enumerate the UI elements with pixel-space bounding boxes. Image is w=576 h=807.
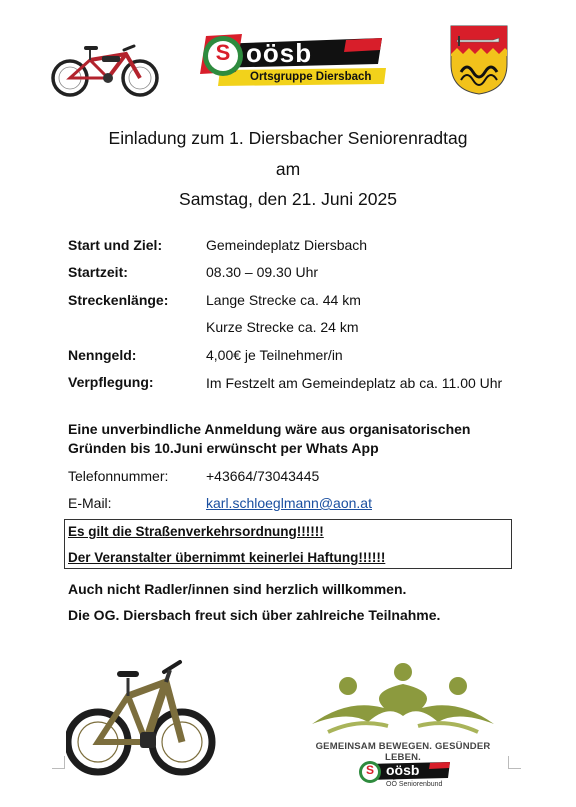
olive-ebike-image — [66, 656, 216, 778]
detail-label-fee: Nenngeld: — [68, 347, 137, 363]
invitation-title-am: am — [275, 159, 301, 179]
email-label: E-Mail: — [68, 495, 112, 511]
coat-of-arms-image — [449, 24, 509, 96]
phone-number: +43664/73043445 — [206, 468, 320, 484]
warning-liability: Der Veranstalter übernimmt keinerlei Haftung!!!!!! — [68, 550, 386, 565]
invitation-title: Einladung zum 1. Diersbacher Seniorenradtag — [108, 128, 468, 148]
oosb-logo — [196, 28, 390, 94]
footer-oosb-badge: S — [365, 763, 374, 777]
registration-note: Eine unverbindliche Anmeldung wäre aus organisatorischen Gründen bis 10.Juni erwünscht per Whats App — [68, 421, 471, 456]
phone-label: Telefonnummer: — [68, 468, 169, 484]
oosb-logo-badge: S — [215, 40, 231, 65]
detail-value-start: Gemeindeplatz Diersbach — [206, 237, 368, 253]
crop-mark-bottom-left — [52, 756, 65, 769]
email-link[interactable]: karl.schloeglmann@aon.at — [206, 495, 372, 511]
warning-traffic-rules: Es gilt die Straßenverkehrsordnung!!!!!! — [68, 524, 324, 539]
detail-value-short-route: Kurze Strecke ca. 24 km — [206, 319, 359, 335]
footer-oosb-subtitle: OÖ Seniorenbund — [386, 781, 443, 788]
event-date: Samstag, den 21. Juni 2025 — [179, 189, 397, 209]
crop-mark-bottom-right — [508, 756, 521, 769]
red-ebike-image — [50, 38, 162, 100]
detail-label-start: Start und Ziel: — [68, 237, 163, 253]
footer-slogan: GEMEINSAM BEWEGEN. GESÜNDER LEBEN. — [315, 741, 491, 763]
detail-label-time: Startzeit: — [68, 264, 128, 280]
oosb-logo-word: oösb — [246, 38, 313, 68]
oosb-logo-subtitle: Ortsgruppe Diersbach — [250, 71, 372, 83]
detail-value-long-route: Lange Strecke ca. 44 km — [206, 292, 361, 308]
detail-label-distance: Streckenlänge: — [68, 292, 169, 308]
gemeinsam-bewegen-logo-graphic — [308, 662, 498, 742]
closing-thanks: Die OG. Diersbach freut sich über zahlreiche Teilnahme. — [68, 607, 441, 623]
footer-oosb-logo — [356, 758, 452, 790]
closing-welcome: Auch nicht Radler/innen sind herzlich willkommen. — [68, 581, 407, 597]
detail-value-time: 08.30 – 09.30 Uhr — [206, 264, 319, 280]
detail-value-fee: 4,00€ je Teilnehmer/in — [206, 347, 343, 363]
footer-oosb-word: oösb — [386, 762, 420, 778]
detail-label-catering: Verpflegung: — [68, 374, 154, 390]
detail-value-catering: Im Festzelt am Gemeindeplatz ab ca. 11.00 Uhr — [206, 375, 503, 391]
